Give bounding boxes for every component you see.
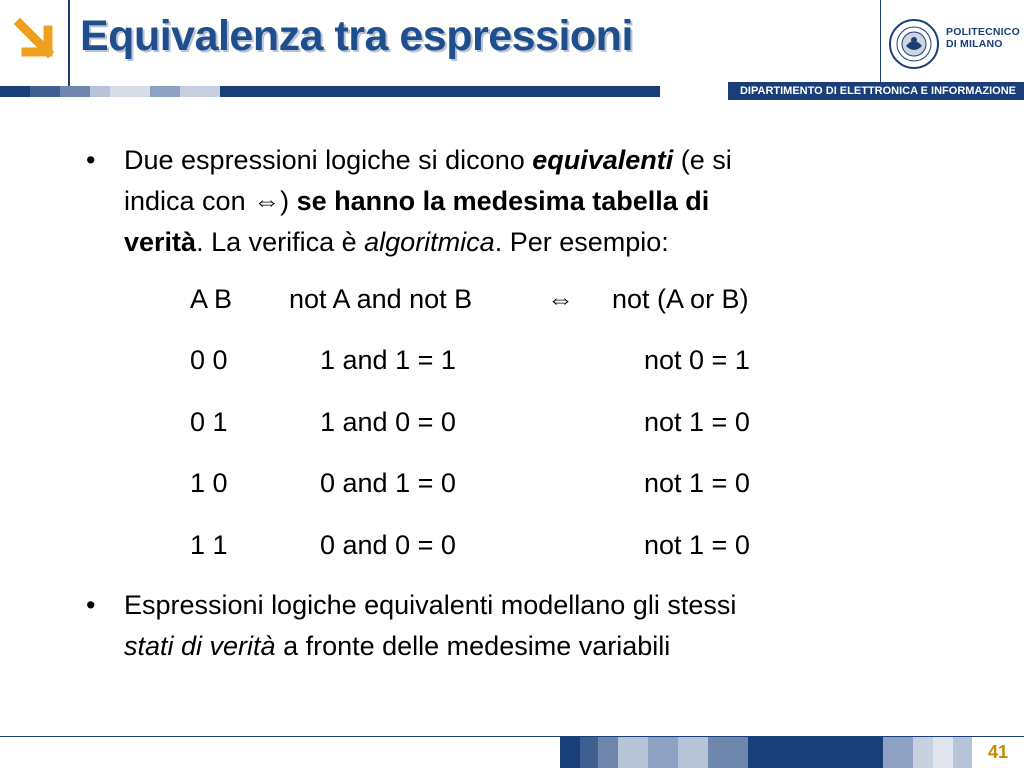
text-run: (e si (673, 145, 732, 175)
text-run: ) (280, 186, 297, 216)
table-cell-left: 0 and 1 = 0 (320, 468, 456, 498)
text-run: indica con (124, 186, 254, 216)
emphasis-equivalenti: equivalenti (532, 145, 674, 175)
left-right-double-arrow-icon: ⇔ (547, 284, 574, 314)
bullet-line: Espressioni logiche equivalenti modellano gli stessi (124, 590, 737, 620)
table-cell-left: 1 and 1 = 1 (320, 345, 456, 375)
table-cell-vars: 0 0 (190, 345, 228, 375)
table-header-right-expr: not (A or B) (612, 284, 749, 314)
bullet-line (124, 140, 914, 181)
bullet-line (124, 626, 924, 667)
bullet-equivalence-definition (124, 140, 914, 263)
politecnico-seal-icon (888, 18, 940, 70)
institution-line-1: POLITECNICO (946, 26, 1020, 38)
table-cell-left: 0 and 0 = 0 (320, 530, 456, 560)
table-cell-right: not 1 = 0 (644, 407, 750, 437)
bullet-line (124, 222, 914, 263)
bullet-truth-states (124, 585, 924, 667)
italic-algoritmica: algoritmica (364, 227, 495, 257)
text-run: Due espressioni logiche si dicono (124, 145, 533, 175)
down-right-arrow-icon (14, 18, 62, 66)
footer-band (560, 737, 1024, 768)
table-cell-right: not 1 = 0 (644, 468, 750, 498)
institution-line-2: DI MILANO (946, 38, 1003, 50)
table-cell-vars: 1 1 (190, 530, 228, 560)
table-header-vars: A B (190, 284, 233, 314)
slide-title: Equivalenza tra espressioni (80, 12, 633, 60)
table-header-left-expr: not A and not B (289, 284, 473, 314)
text-run: . La verifica è (196, 227, 365, 257)
table-cell-left: 1 and 0 = 0 (320, 407, 456, 437)
bold-definition: se hanno la medesima tabella di (296, 186, 710, 216)
title-divider (68, 0, 70, 86)
table-cell-vars: 1 0 (190, 468, 228, 498)
institution-name (946, 26, 1020, 50)
table-cell-right: not 1 = 0 (644, 530, 750, 560)
bold-verita: verità (124, 227, 197, 257)
logo-divider (880, 0, 881, 86)
left-right-double-arrow-icon: ⇔ (253, 186, 281, 216)
table-cell-vars: 0 1 (190, 407, 228, 437)
bullet-line (124, 181, 914, 222)
text-run: . Per esempio: (494, 227, 669, 257)
table-cell-right: not 0 = 1 (644, 345, 750, 375)
page-number: 41 (987, 742, 1009, 762)
italic-stati-di-verita: stati di verità (124, 631, 276, 661)
bullet-marker: • (86, 590, 96, 620)
department-label: DIPARTIMENTO DI ELETTRONICA E INFORMAZIONE (728, 82, 1024, 100)
bullet-marker: • (86, 145, 96, 175)
text-run: a fronte delle medesime variabili (275, 631, 671, 661)
